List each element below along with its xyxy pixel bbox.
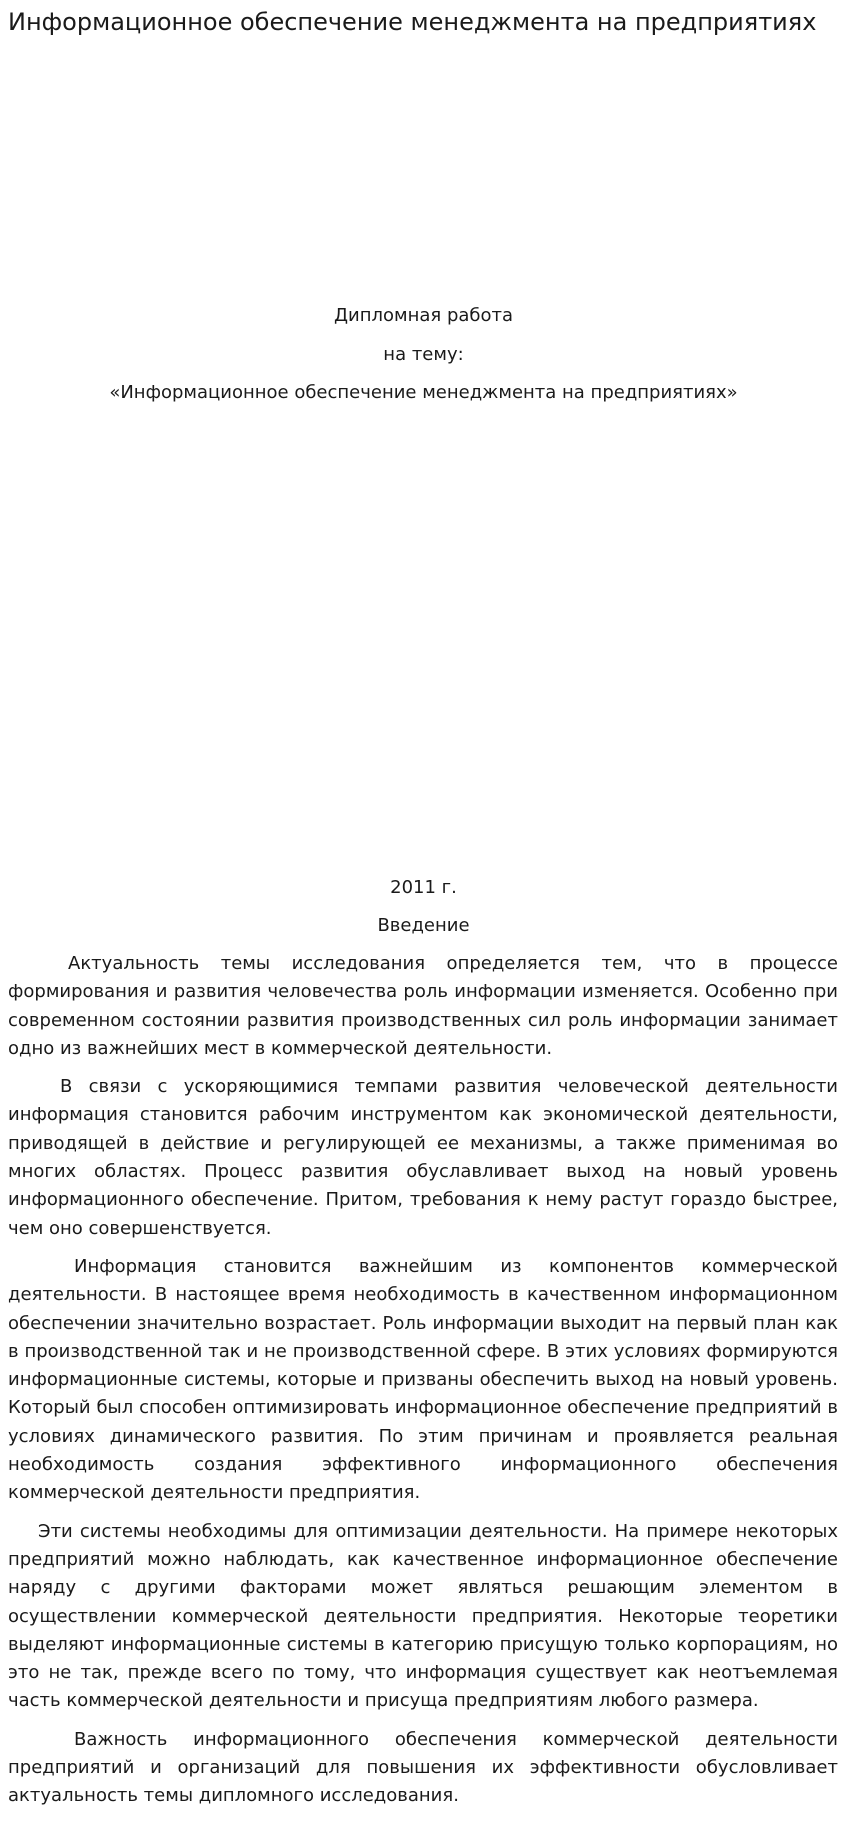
paragraph: Актуальность темы исследования определяется тем, что в процессе формирования и развития человечества роль информации изменяется. Особенно при современном состоянии развития производственных сил роль информации занимает одно из важнейших мест в коммерческой деятельности. xyxy=(8,953,838,1059)
title-page-year: 2011 г. xyxy=(390,877,457,898)
title-page-topic-label: на тему: xyxy=(383,344,464,365)
paragraph: В связи с ускоряющимися темпами развития человеческой деятельности информация становится рабочим инструментом как экономической деятельности, приводящей в действие и регулирующей ее механизмы, а также применимая во многих областях. Процесс развития обуславливает выход на новый уровень информационного обеспечение. Притом, требования к нему растут гораздо быстрее, чем оно совершенствуется. xyxy=(8,1076,838,1239)
section-heading: Введение xyxy=(377,915,470,936)
document-title: Информационное обеспечение менеджмента на предприятиях xyxy=(8,8,817,36)
paragraph: Важность информационного обеспечения коммерческой деятельности предприятий и организаций для повышения их эффективности обусловливает актуальность темы дипломного исследования. xyxy=(8,1728,838,1807)
section-body xyxy=(8,950,838,1821)
title-page-work-type: Дипломная работа xyxy=(333,305,514,326)
title-page-topic: «Информационное обеспечение менеджмента на предприятиях» xyxy=(109,382,738,403)
paragraph: Информация становится важнейшим из компонентов коммерческой деятельности. В настоящее время необходимость в качественном информационном обеспечении значительно возрастает. Роль информации выходит на первый план как в производственной так и не производственной сфере. В этих условиях формируются информационные системы, которые и призваны обеспечить выход на новый уровень. Который был способен оптимизировать информационное обеспечение предприятий в условиях динамического развития. По этим причинам и проявляется реальная необходимость создания эффективного информационного обеспечения коммерческой деятельности предприятия. xyxy=(8,1255,838,1504)
paragraph: Эти системы необходимы для оптимизации деятельности. На примере некоторых предприятий можно наблюдать, как качественное информационное обеспечение наряду с другими факторами может являться решающим элементом в осуществлении коммерческой деятельности предприятия. Некоторые теоретики выделяют информационные системы в категорию присущую только корпорациям, но это не так, прежде всего по тому, что информация существует как неотъемлемая часть коммерческой деятельности и присуща предприятиям любого размера. xyxy=(8,1520,838,1712)
